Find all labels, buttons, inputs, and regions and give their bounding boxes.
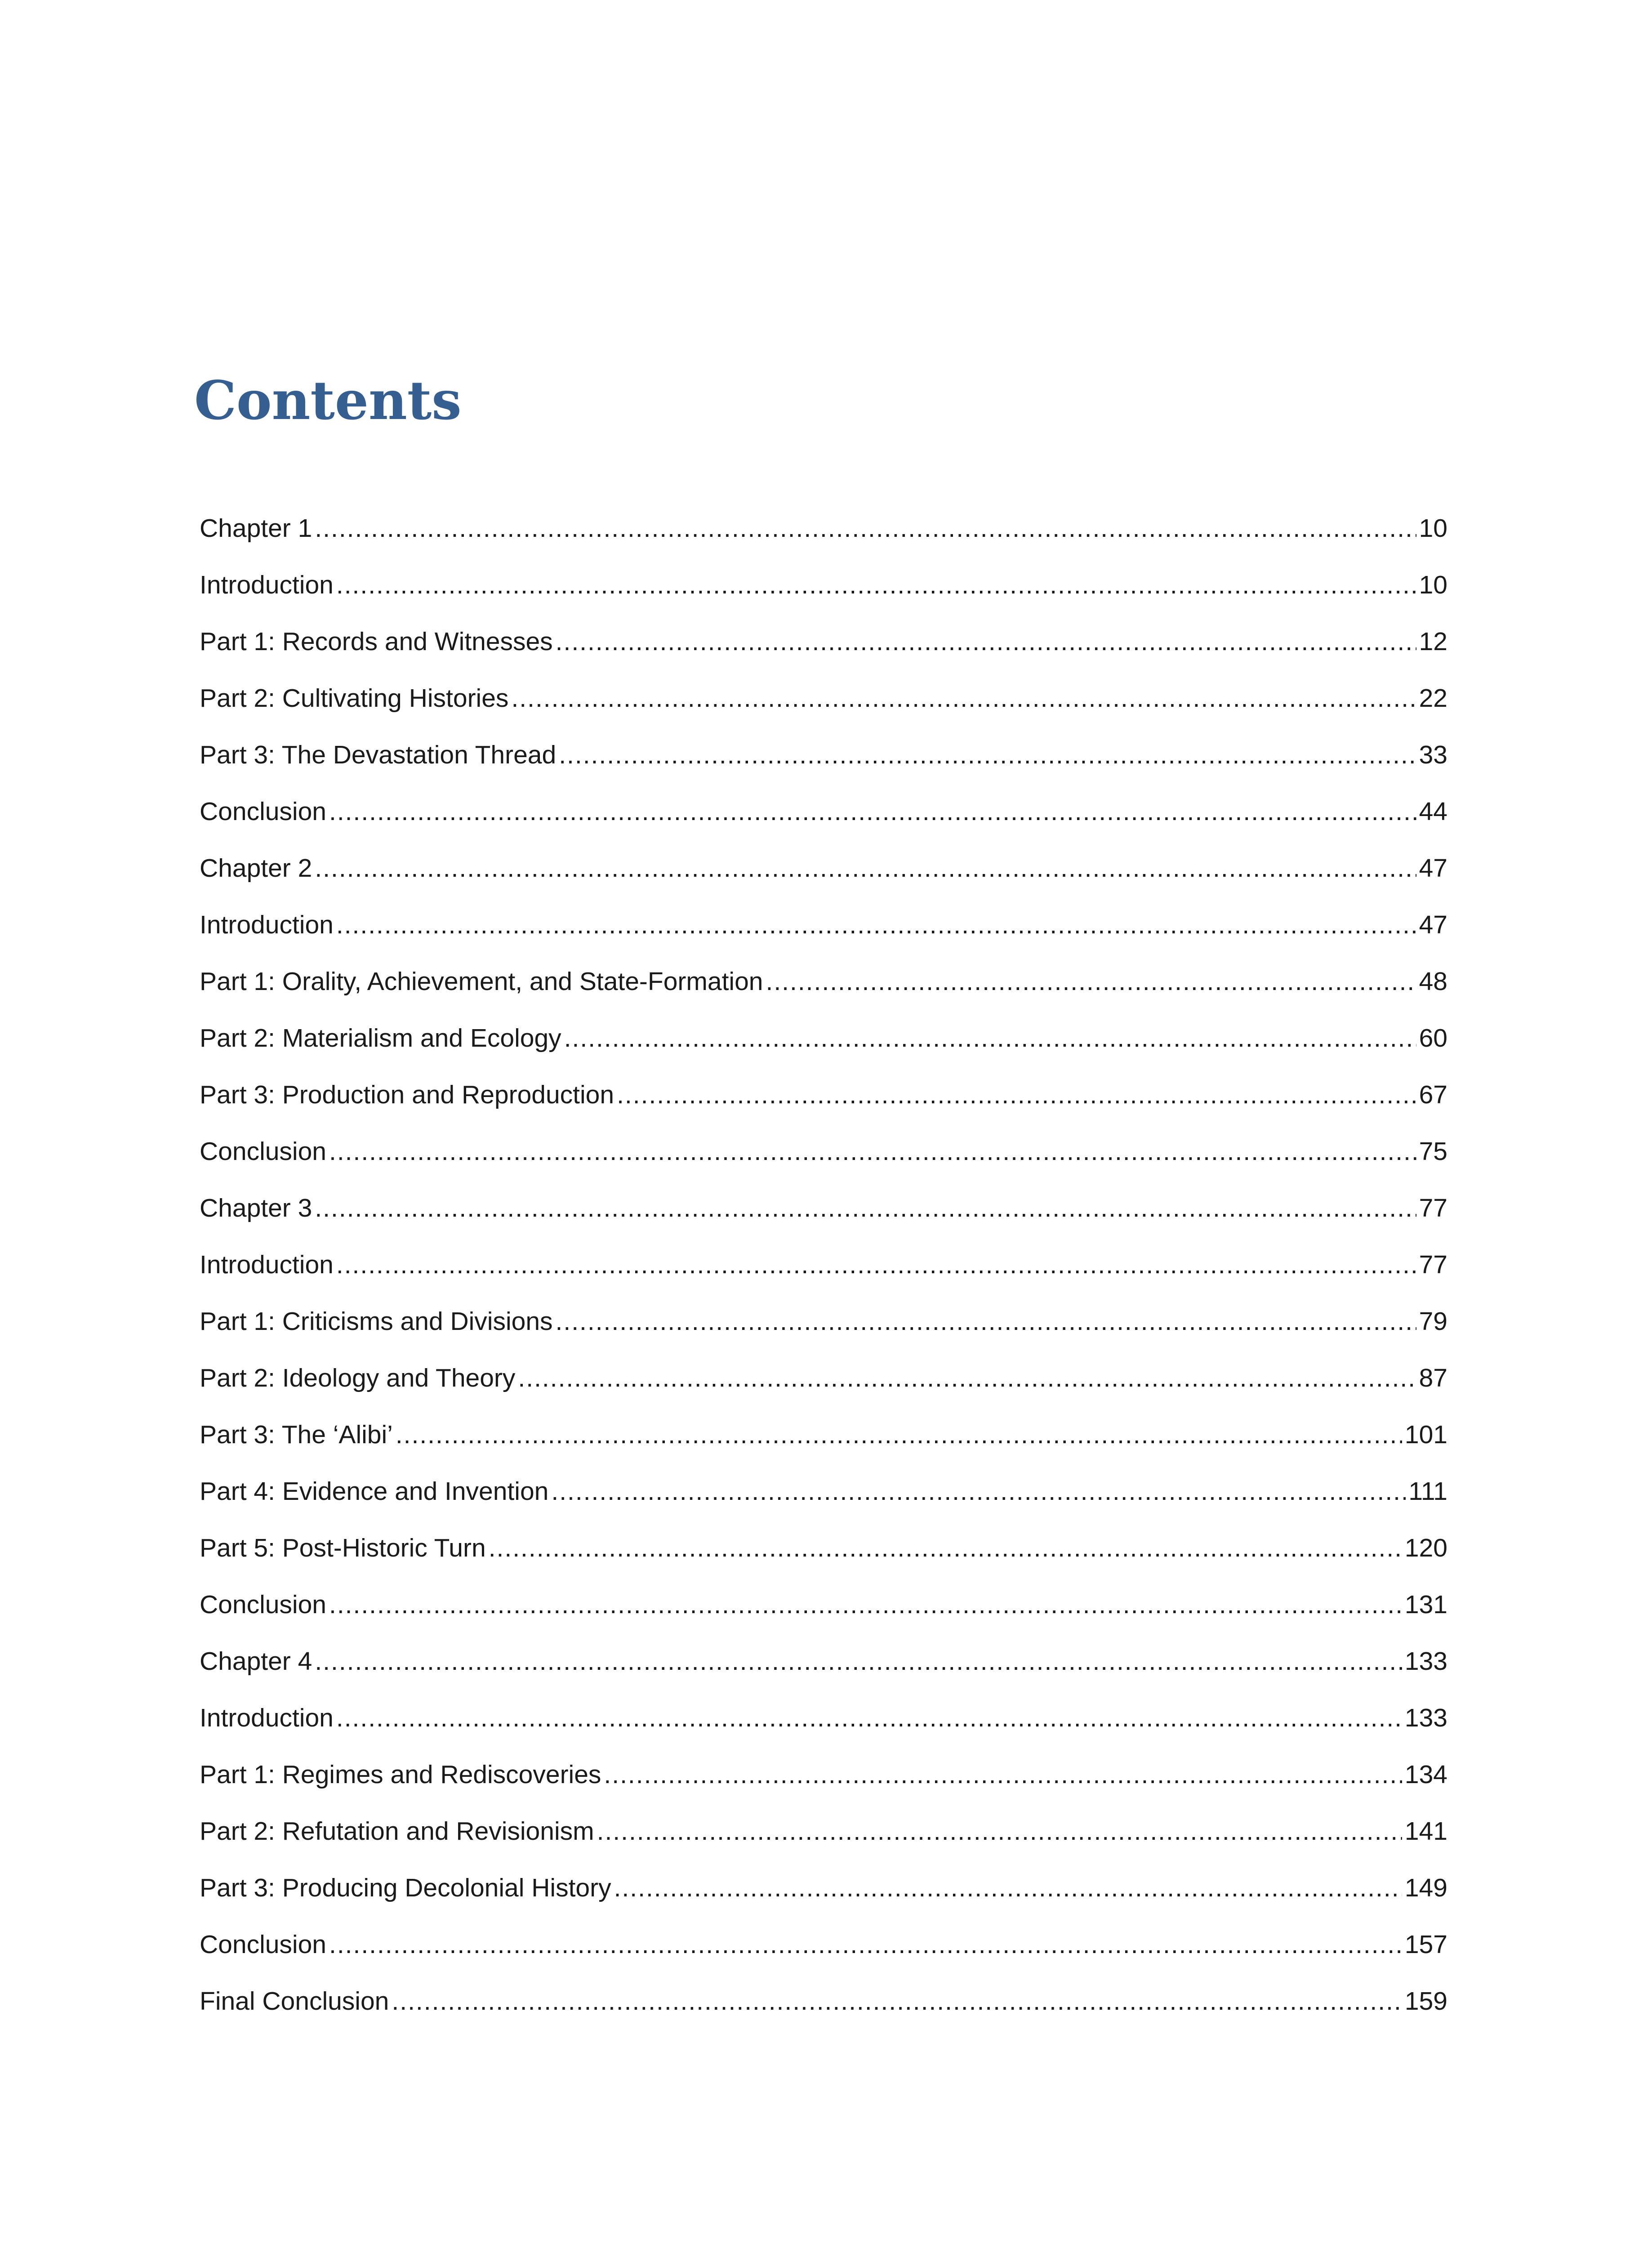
toc-entry[interactable] [200, 910, 1447, 967]
dot-leader [396, 1420, 1402, 1450]
toc-entry-title: Introduction [200, 910, 334, 939]
dot-leader [315, 1646, 1402, 1676]
toc-entry[interactable] [200, 1023, 1447, 1080]
toc-entry-page-number: 157 [1404, 1930, 1447, 1959]
dot-leader [329, 1590, 1402, 1619]
toc-entry-page-number: 67 [1419, 1080, 1447, 1109]
toc-entry-page-number: 60 [1419, 1024, 1447, 1053]
toc-entry-title: Part 4: Evidence and Invention [200, 1477, 549, 1506]
toc-entry-page-number: 77 [1419, 1194, 1447, 1222]
toc-entry-page-number: 12 [1419, 627, 1447, 656]
toc-entry-title: Part 1: Records and Witnesses [200, 627, 553, 656]
table-of-contents [200, 513, 1447, 2043]
dot-leader [392, 1986, 1402, 2016]
toc-heading: Contents [194, 369, 462, 432]
toc-entry[interactable] [200, 1193, 1447, 1250]
dot-leader [329, 1930, 1402, 1959]
toc-entry[interactable] [200, 513, 1447, 570]
toc-entry-page-number: 149 [1404, 1873, 1447, 1902]
toc-entry-title: Part 2: Cultivating Histories [200, 684, 509, 713]
toc-entry-title: Conclusion [200, 1930, 326, 1959]
toc-entry[interactable] [200, 1873, 1447, 1930]
dot-leader [617, 1080, 1416, 1110]
toc-entry[interactable] [200, 1816, 1447, 1873]
toc-entry[interactable] [200, 1080, 1447, 1137]
toc-entry[interactable] [200, 627, 1447, 683]
toc-entry[interactable] [200, 967, 1447, 1023]
toc-entry-page-number: 22 [1419, 684, 1447, 713]
toc-entry-page-number: 75 [1419, 1137, 1447, 1166]
toc-entry-title: Chapter 3 [200, 1194, 312, 1222]
dot-leader [315, 853, 1416, 883]
toc-entry-title: Part 3: The Devastation Thread [200, 740, 557, 769]
dot-leader [564, 1023, 1416, 1053]
toc-entry[interactable] [200, 1363, 1447, 1420]
dot-leader [336, 910, 1416, 940]
toc-entry[interactable] [200, 853, 1447, 910]
toc-entry[interactable] [200, 1930, 1447, 1986]
dot-leader [329, 797, 1416, 826]
toc-entry-title: Conclusion [200, 1590, 326, 1619]
toc-entry-page-number: 87 [1419, 1364, 1447, 1392]
dot-leader [614, 1873, 1402, 1903]
dot-leader [336, 1703, 1402, 1733]
toc-entry-title: Chapter 2 [200, 854, 312, 883]
toc-entry[interactable] [200, 797, 1447, 853]
toc-entry-title: Introduction [200, 571, 334, 599]
toc-entry-page-number: 120 [1404, 1534, 1447, 1562]
dot-leader [518, 1363, 1416, 1393]
toc-entry-page-number: 47 [1419, 910, 1447, 939]
dot-leader [315, 513, 1416, 543]
toc-entry-page-number: 101 [1404, 1420, 1447, 1449]
dot-leader [551, 1476, 1406, 1506]
toc-entry-page-number: 133 [1404, 1647, 1447, 1676]
toc-entry-title: Part 2: Refutation and Revisionism [200, 1817, 594, 1846]
toc-entry-page-number: 159 [1404, 1987, 1447, 2016]
toc-entry-page-number: 33 [1419, 740, 1447, 769]
dot-leader [315, 1193, 1416, 1223]
toc-entry-title: Part 2: Materialism and Ecology [200, 1024, 561, 1053]
toc-entry-page-number: 141 [1404, 1817, 1447, 1846]
toc-entry-title: Conclusion [200, 797, 326, 826]
toc-entry[interactable] [200, 570, 1447, 627]
toc-entry[interactable] [200, 1590, 1447, 1646]
toc-entry-title: Part 3: Producing Decolonial History [200, 1873, 611, 1902]
toc-entry[interactable] [200, 1760, 1447, 1816]
dot-leader [559, 740, 1416, 770]
toc-entry-title: Chapter 4 [200, 1647, 312, 1676]
dot-leader [329, 1137, 1416, 1166]
toc-entry-page-number: 134 [1404, 1760, 1447, 1789]
toc-entry-page-number: 10 [1419, 571, 1447, 599]
toc-entry-title: Part 1: Criticisms and Divisions [200, 1307, 553, 1336]
dot-leader [336, 570, 1416, 600]
toc-entry[interactable] [200, 683, 1447, 740]
toc-entry-page-number: 133 [1404, 1704, 1447, 1732]
dot-leader [489, 1533, 1402, 1563]
dot-leader [336, 1250, 1416, 1280]
toc-entry-page-number: 77 [1419, 1250, 1447, 1279]
toc-entry-title: Final Conclusion [200, 1987, 389, 2016]
toc-entry-page-number: 111 [1408, 1477, 1447, 1506]
dot-leader [556, 1307, 1416, 1336]
dot-leader [556, 627, 1416, 656]
toc-entry-title: Introduction [200, 1250, 334, 1279]
toc-entry-page-number: 131 [1404, 1590, 1447, 1619]
toc-entry-title: Conclusion [200, 1137, 326, 1166]
toc-entry-title: Introduction [200, 1704, 334, 1732]
toc-entry[interactable] [200, 1307, 1447, 1363]
toc-entry[interactable] [200, 1533, 1447, 1590]
toc-entry-title: Part 1: Orality, Achievement, and State-Formation [200, 967, 763, 996]
dot-leader [766, 967, 1416, 996]
dot-leader [604, 1760, 1402, 1789]
toc-entry-title: Part 3: The ‘Alibi’ [200, 1420, 393, 1449]
dot-leader [511, 683, 1416, 713]
toc-entry-title: Chapter 1 [200, 514, 312, 543]
toc-entry[interactable] [200, 1986, 1447, 2043]
toc-entry[interactable] [200, 1250, 1447, 1307]
toc-entry-page-number: 47 [1419, 854, 1447, 883]
toc-entry[interactable] [200, 1476, 1447, 1533]
toc-entry-title: Part 2: Ideology and Theory [200, 1364, 516, 1392]
toc-entry-title: Part 1: Regimes and Rediscoveries [200, 1760, 601, 1789]
dot-leader [597, 1816, 1402, 1846]
toc-entry-title: Part 5: Post-Historic Turn [200, 1534, 486, 1562]
toc-entry-page-number: 10 [1419, 514, 1447, 543]
toc-entry[interactable] [200, 1420, 1447, 1476]
toc-entry-page-number: 44 [1419, 797, 1447, 826]
toc-entry[interactable] [200, 1137, 1447, 1193]
toc-entry-page-number: 79 [1419, 1307, 1447, 1336]
toc-entry[interactable] [200, 1646, 1447, 1703]
toc-entry[interactable] [200, 1703, 1447, 1760]
toc-entry-title: Part 3: Production and Reproduction [200, 1080, 614, 1109]
toc-entry-page-number: 48 [1419, 967, 1447, 996]
toc-entry[interactable] [200, 740, 1447, 797]
